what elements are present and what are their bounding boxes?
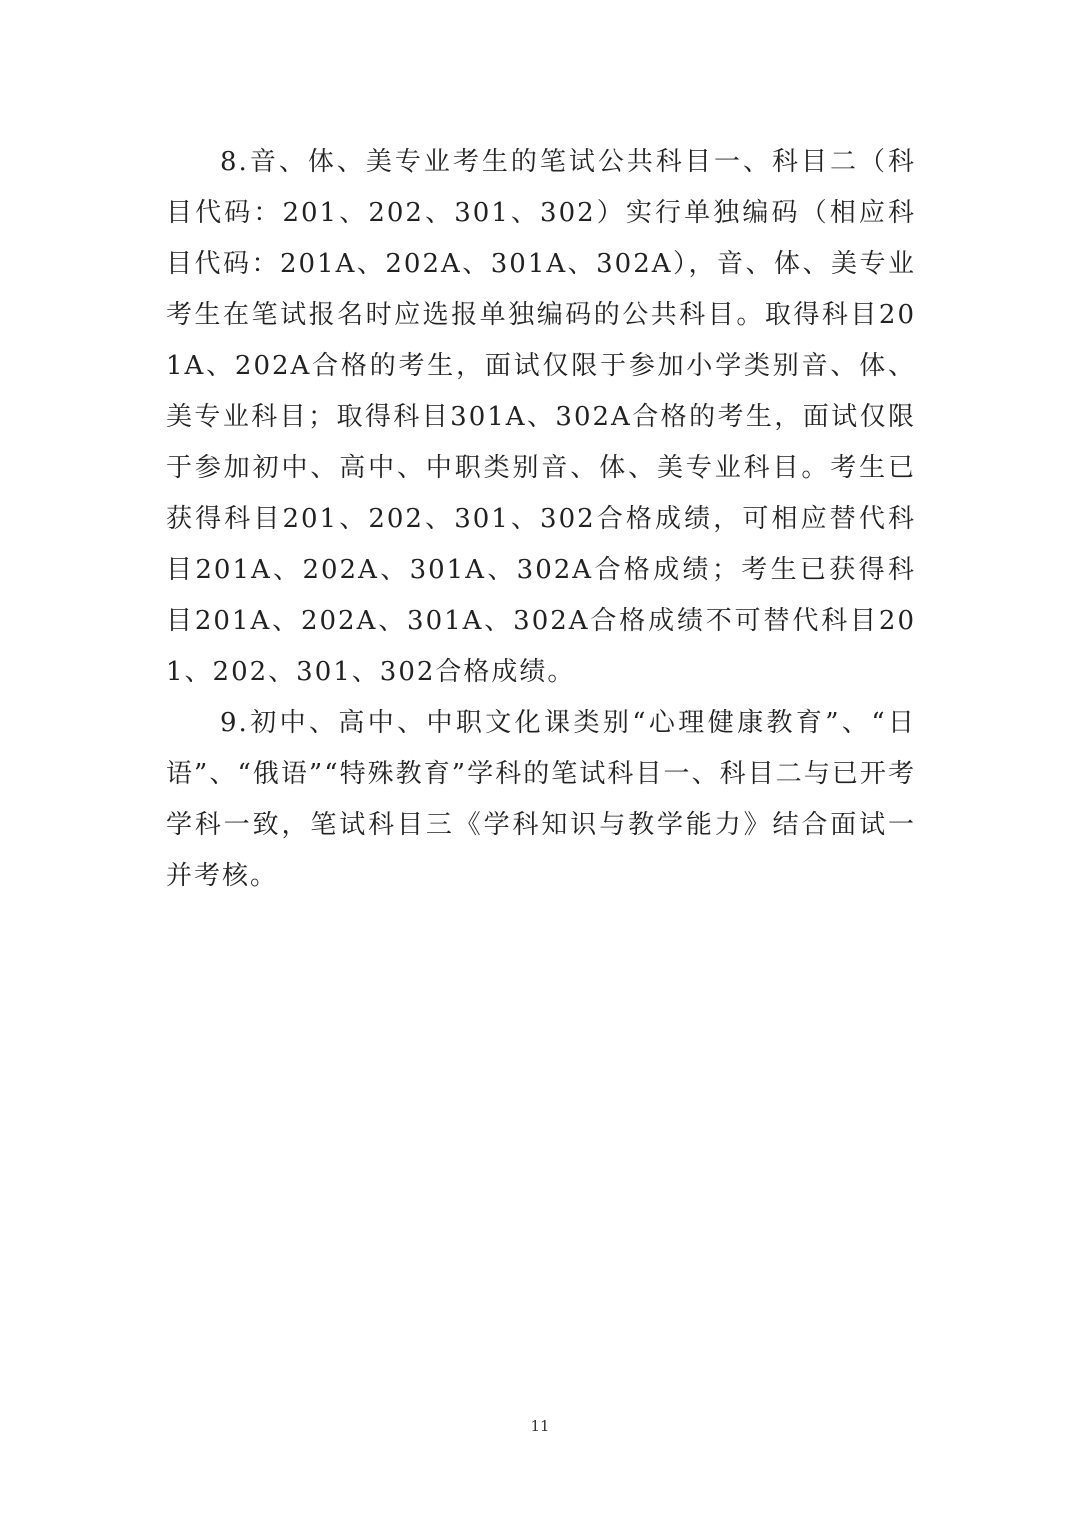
body-text bbox=[166, 137, 916, 902]
paragraph-8: 8.音、体、美专业考生的笔试公共科目一、科目二（科目代码：201、202、301、302）实行单独编码（相应科目代码：201A、202A、301A、302A），音、体、美专业考生在笔试报名时应选报单独编码的公共科目。取得科目201A、202A合格的考生，面试仅限于参加小学类别音、体、美专业科目；取得科目301A、302A合格的考生，面试仅限于参加初中、高中、中职类别音、体、美专业科目。考生已获得科目201、202、301、302合格成绩，可相应替代科目201A、202A、301A、302A合格成绩；考生已获得科目201A、202A、301A、302A合格成绩不可替代科目201、202、301、302合格成绩。 bbox=[166, 147, 916, 687]
page-number: 11 bbox=[530, 1417, 550, 1435]
paragraph-9: 9.初中、高中、中职文化课类别“心理健康教育”、“日语”、“俄语”“特殊教育”学科的笔试科目一、科目二与已开考学科一致，笔试科目三《学科知识与教学能力》结合面试一并考核。 bbox=[166, 708, 916, 891]
